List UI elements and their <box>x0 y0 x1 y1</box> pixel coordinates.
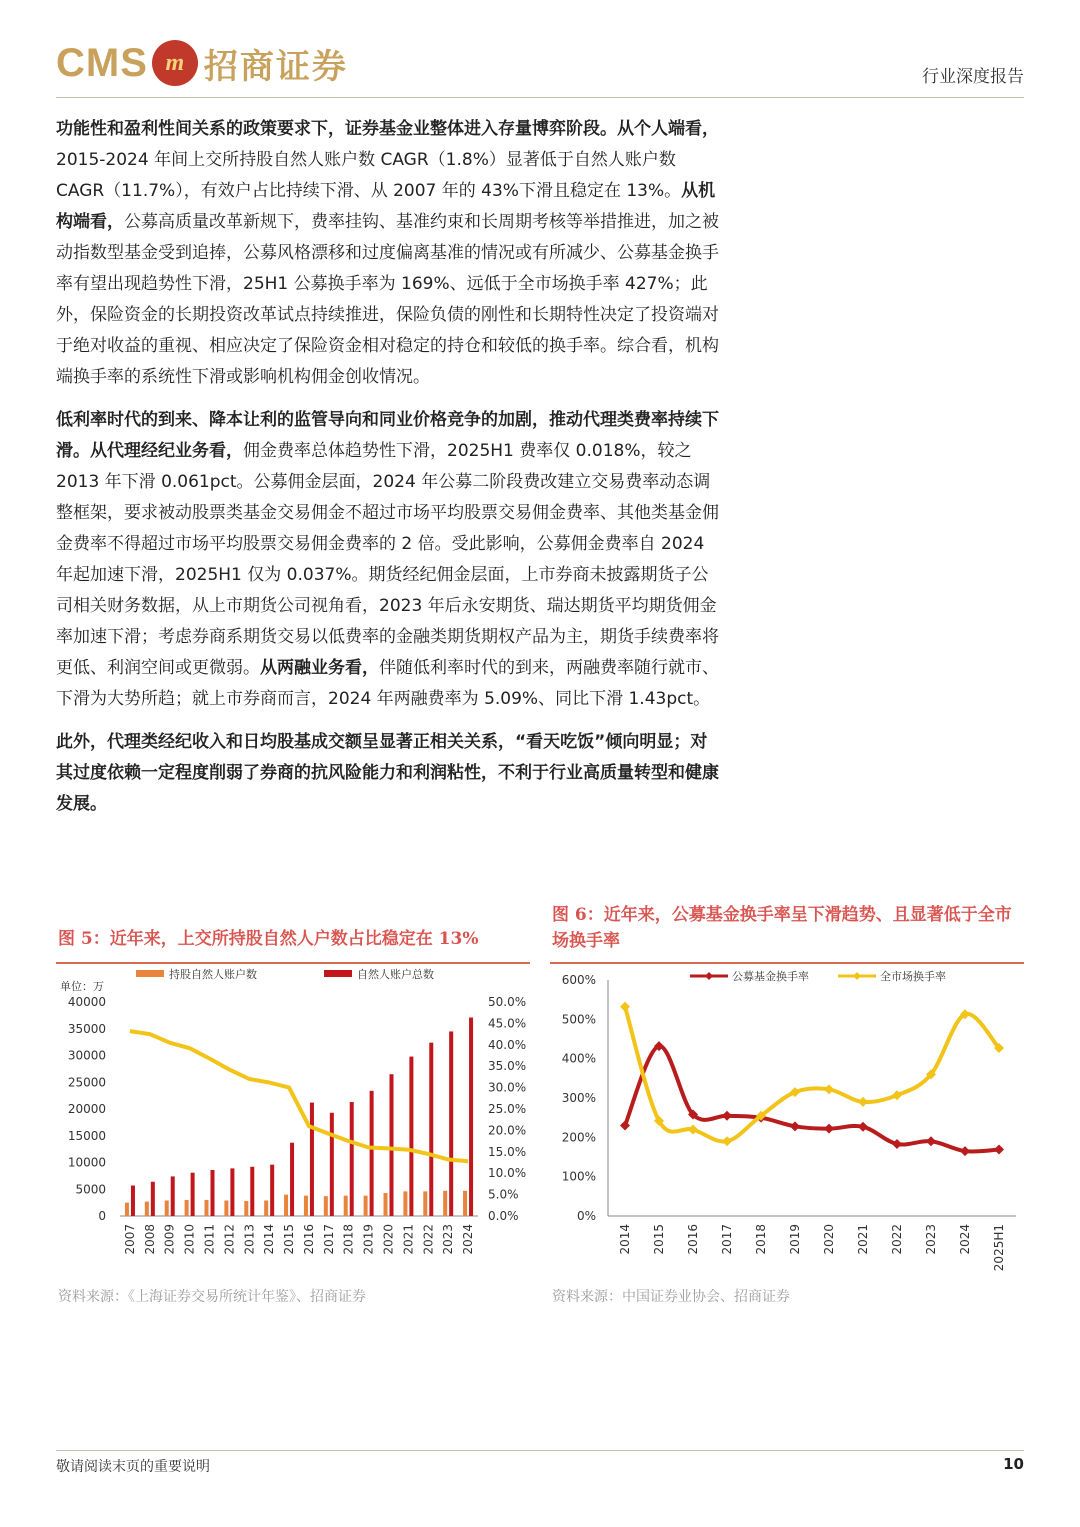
y-right-tick-label: 35.0% <box>488 1059 527 1074</box>
figure-6-title: 图 6：近年来，公募基金换手率呈下滑趋势、且显著低于全市场换手率 <box>552 905 1012 951</box>
bar-total-accounts <box>191 1173 195 1216</box>
point-fund-turnover <box>926 1136 936 1146</box>
legend-label: 自然人账户总数 <box>357 968 434 981</box>
y-right-tick-label: 45.0% <box>488 1016 527 1031</box>
bar-total-accounts <box>151 1182 155 1216</box>
bar-total-accounts <box>370 1091 374 1216</box>
y-right-tick-label: 30.0% <box>488 1080 527 1095</box>
x-tick-label: 2022 <box>421 1224 436 1255</box>
point-market-turnover <box>620 1002 630 1012</box>
y-right-tick-label: 0.0% <box>488 1209 519 1223</box>
paragraph-3 <box>56 727 722 820</box>
footer-note: 敬请阅读末页的重要说明 <box>56 1459 210 1475</box>
y-left-tick-label: 5000 <box>75 1182 106 1197</box>
y-right-tick-label: 10.0% <box>488 1166 527 1181</box>
figure-5-chart <box>56 964 532 1264</box>
y-left-tick-label: 30000 <box>67 1048 106 1063</box>
paragraph-1 <box>56 114 722 393</box>
legend-marker-1 <box>705 972 713 980</box>
x-tick-label: 2020 <box>381 1224 396 1255</box>
x-tick-label: 2018 <box>341 1224 356 1255</box>
point-fund-turnover <box>620 1121 630 1131</box>
x-tick-label: 2024 <box>461 1224 476 1255</box>
x-tick-label: 2016 <box>301 1224 316 1255</box>
x-tick-label: 2009 <box>162 1224 177 1255</box>
point-fund-turnover <box>790 1121 800 1131</box>
page-header <box>0 0 1080 98</box>
logo-text: CMS <box>56 40 148 85</box>
bar-holding-accounts <box>324 1196 328 1216</box>
logo-chinese-name: 招商证券 <box>203 46 348 87</box>
line-fund-turnover <box>625 1046 999 1151</box>
bar-total-accounts <box>270 1165 274 1216</box>
x-tick-label: 2021 <box>856 1224 870 1255</box>
footer-divider <box>56 1450 1024 1451</box>
y-tick-label: 200% <box>561 1130 596 1145</box>
y-left-tick-label: 0 <box>98 1209 106 1223</box>
legend-swatch-2 <box>324 970 352 977</box>
point-fund-turnover <box>858 1122 868 1132</box>
x-tick-label: 2017 <box>321 1224 336 1255</box>
y-left-tick-label: 35000 <box>67 1021 106 1036</box>
bar-total-accounts <box>290 1143 294 1216</box>
bar-total-accounts <box>390 1074 394 1216</box>
legend-marker-2 <box>853 972 861 980</box>
point-fund-turnover <box>892 1139 902 1149</box>
x-tick-label: 2021 <box>401 1224 416 1255</box>
point-fund-turnover <box>960 1146 970 1156</box>
y-right-tick-label: 5.0% <box>488 1187 519 1202</box>
bar-holding-accounts <box>264 1200 268 1216</box>
x-tick-label: 2012 <box>222 1224 237 1255</box>
bar-total-accounts <box>449 1031 453 1216</box>
point-fund-turnover <box>824 1124 834 1134</box>
bar-total-accounts <box>409 1057 413 1216</box>
x-tick-label: 2014 <box>262 1224 277 1255</box>
figure-5-title: 图 5：近年来，上交所持股自然人户数占比稳定在 13% <box>58 929 479 949</box>
point-market-turnover <box>824 1084 834 1094</box>
y-right-tick-label: 20.0% <box>488 1123 527 1138</box>
bar-total-accounts <box>469 1018 473 1216</box>
bar-holding-accounts <box>423 1191 427 1216</box>
x-tick-label: 2020 <box>822 1224 836 1255</box>
y-left-tick-label: 10000 <box>67 1155 106 1170</box>
bold-run: 从机构端看， <box>56 181 716 232</box>
point-market-turnover <box>858 1097 868 1107</box>
bar-holding-accounts <box>364 1196 368 1216</box>
line-holding-ratio <box>130 1031 468 1161</box>
x-tick-label: 2019 <box>788 1224 802 1255</box>
figure-5-source: 资料来源：《上海证券交易所统计年鉴》、招商证券 <box>58 1289 366 1305</box>
point-market-turnover <box>722 1136 732 1146</box>
y-tick-label: 500% <box>561 1012 596 1027</box>
x-tick-label: 2008 <box>142 1224 157 1255</box>
bar-holding-accounts <box>403 1191 407 1216</box>
x-tick-label: 2015 <box>282 1224 297 1255</box>
x-tick-label: 2010 <box>182 1224 197 1255</box>
bar-holding-accounts <box>224 1200 228 1216</box>
bar-total-accounts <box>350 1102 354 1216</box>
y-tick-label: 0% <box>576 1209 596 1223</box>
bold-run: 低利率时代的到来、降本让利的监管导向和同业价格竞争的加剧，推动代理类费率持续下滑。从代理经纪业务看， <box>56 410 719 461</box>
bar-holding-accounts <box>304 1196 308 1216</box>
bar-total-accounts <box>131 1186 135 1216</box>
bar-total-accounts <box>171 1176 175 1216</box>
y-tick-label: 100% <box>561 1169 596 1184</box>
x-tick-label: 2015 <box>652 1224 666 1255</box>
line-market-turnover <box>625 1007 999 1142</box>
bar-holding-accounts <box>145 1202 149 1216</box>
bar-holding-accounts <box>125 1203 129 1216</box>
unit-label: 单位：万 <box>60 980 104 993</box>
y-left-tick-label: 20000 <box>67 1102 106 1116</box>
point-fund-turnover <box>722 1111 732 1121</box>
y-tick-label: 400% <box>561 1051 596 1066</box>
y-right-tick-label: 40.0% <box>488 1037 527 1052</box>
x-tick-label: 2011 <box>202 1224 217 1255</box>
x-tick-label: 2019 <box>361 1224 376 1255</box>
report-type: 行业深度报告 <box>922 67 1024 87</box>
x-tick-label: 2013 <box>242 1224 257 1255</box>
bar-holding-accounts <box>384 1193 388 1216</box>
bar-holding-accounts <box>344 1196 348 1216</box>
page-number: 10 <box>1003 1455 1024 1473</box>
legend-label: 公募基金换手率 <box>732 970 809 983</box>
body-text <box>56 114 722 832</box>
x-tick-label: 2024 <box>958 1224 972 1255</box>
bar-holding-accounts <box>205 1200 209 1216</box>
y-right-tick-label: 50.0% <box>488 995 527 1009</box>
bold-run: 此外，代理类经纪收入和日均股基成交额呈显著正相关关系，“看天吃饭”倾向明显；对其过度依赖一定程度削弱了券商的抗风险能力和利润粘性，不利于行业高质量转型和健康发展。 <box>56 732 719 814</box>
bar-total-accounts <box>230 1168 234 1216</box>
bar-total-accounts <box>211 1170 215 1216</box>
legend-swatch-1 <box>136 970 164 977</box>
bar-holding-accounts <box>185 1200 189 1216</box>
text-run: 公募高质量改革新规下，费率挂钩、基准约束和长周期考核等举措推进，加之被动指数型基金受到追捧，公募风格漂移和过度偏离基准的情况或有所减少、公募基金换手率有望出现趋势性下滑，25H1 公募换手率为 169%、远低于全市场换手率 427%；此外，保险资金的长期投资改革试点持续推进，保险负债的刚性和长期特性决定了投资端对于绝对收益的重视、相应决定了保险资金相对稳定的持仓和较低的换手率。综合看，机构端换手率的系统性下滑或影响机构佣金创收情况。 <box>56 212 719 387</box>
text-run: 伴随低利率时代的到来，两融费率随行就市、下滑为大势所趋；就上市券商而言，2024 年两融费率为 5.09%、同比下滑 1.43pct。 <box>56 658 719 709</box>
text-run: 佣金费率总体趋势性下滑，2025H1 费率仅 0.018%，较之 2013 年下滑 0.061pct。公募佣金层面，2024 年公募二阶段费改建立交易费率动态调整框架，要求被动股票类基金交易佣金不超过市场平均股票交易佣金费率、其他类基金佣金费率不得超过市场平均股票交易佣金费率的 2 倍。受此影响，公募佣金费率自 2024 年起加速下滑，2025H1 仅为 0.037%。期货经纪佣金层面，上市券商未披露期货子公司相关财务数据，从上市期货公司视角看，2023 年后永安期货、瑞达期货平均期货佣金率加速下滑；考虑券商系期货交易以低费率的金融类期货期权产品为主，期货手续费率将更低、利润空间或更微弱。 <box>56 441 719 678</box>
bar-total-accounts <box>250 1167 254 1216</box>
bar-total-accounts <box>429 1043 433 1216</box>
text-run: 2015-2024 年间上交所持股自然人账户数 CAGR（1.8%）显著低于自然人账户数 CAGR（11.7%），有效户占比持续下滑、从 2007 年的 43%下滑且稳定在 13%。 <box>56 150 682 201</box>
point-fund-turnover <box>994 1145 1004 1155</box>
x-tick-label: 2016 <box>686 1224 700 1255</box>
bar-total-accounts <box>310 1103 314 1216</box>
figure-6-source: 资料来源：中国证券业协会、招商证券 <box>552 1289 790 1305</box>
y-left-tick-label: 25000 <box>67 1075 106 1090</box>
x-tick-label: 2007 <box>122 1224 137 1255</box>
paragraph-2 <box>56 405 722 715</box>
cms-logo <box>56 38 348 88</box>
x-tick-label: 2025H1 <box>992 1224 1006 1272</box>
bar-holding-accounts <box>443 1191 447 1216</box>
x-tick-label: 2014 <box>618 1224 632 1255</box>
y-tick-label: 600% <box>561 973 596 987</box>
x-tick-label: 2023 <box>924 1224 938 1255</box>
x-tick-label: 2023 <box>441 1224 456 1255</box>
y-left-tick-label: 40000 <box>67 995 106 1009</box>
bar-holding-accounts <box>463 1191 467 1216</box>
bar-holding-accounts <box>244 1201 248 1216</box>
legend-label: 全市场换手率 <box>880 970 946 983</box>
bar-total-accounts <box>330 1113 334 1216</box>
x-tick-label: 2022 <box>890 1224 904 1255</box>
y-left-tick-label: 15000 <box>67 1128 106 1143</box>
bar-holding-accounts <box>165 1200 169 1216</box>
x-tick-label: 2017 <box>720 1224 734 1255</box>
legend-label: 持股自然人账户数 <box>169 968 257 981</box>
bold-run: 功能性和盈利性间关系的政策要求下，证券基金业整体进入存量博弈阶段。从个人端看， <box>56 119 719 139</box>
x-tick-label: 2018 <box>754 1224 768 1255</box>
logo-mark-icon: m <box>152 40 198 86</box>
figure-6-chart <box>550 964 1026 1274</box>
y-tick-label: 300% <box>561 1091 596 1105</box>
bar-holding-accounts <box>284 1195 288 1216</box>
y-right-tick-label: 25.0% <box>488 1102 527 1116</box>
header-divider <box>56 97 1024 98</box>
y-right-tick-label: 15.0% <box>488 1144 527 1159</box>
bold-run: 从两融业务看， <box>260 658 379 678</box>
